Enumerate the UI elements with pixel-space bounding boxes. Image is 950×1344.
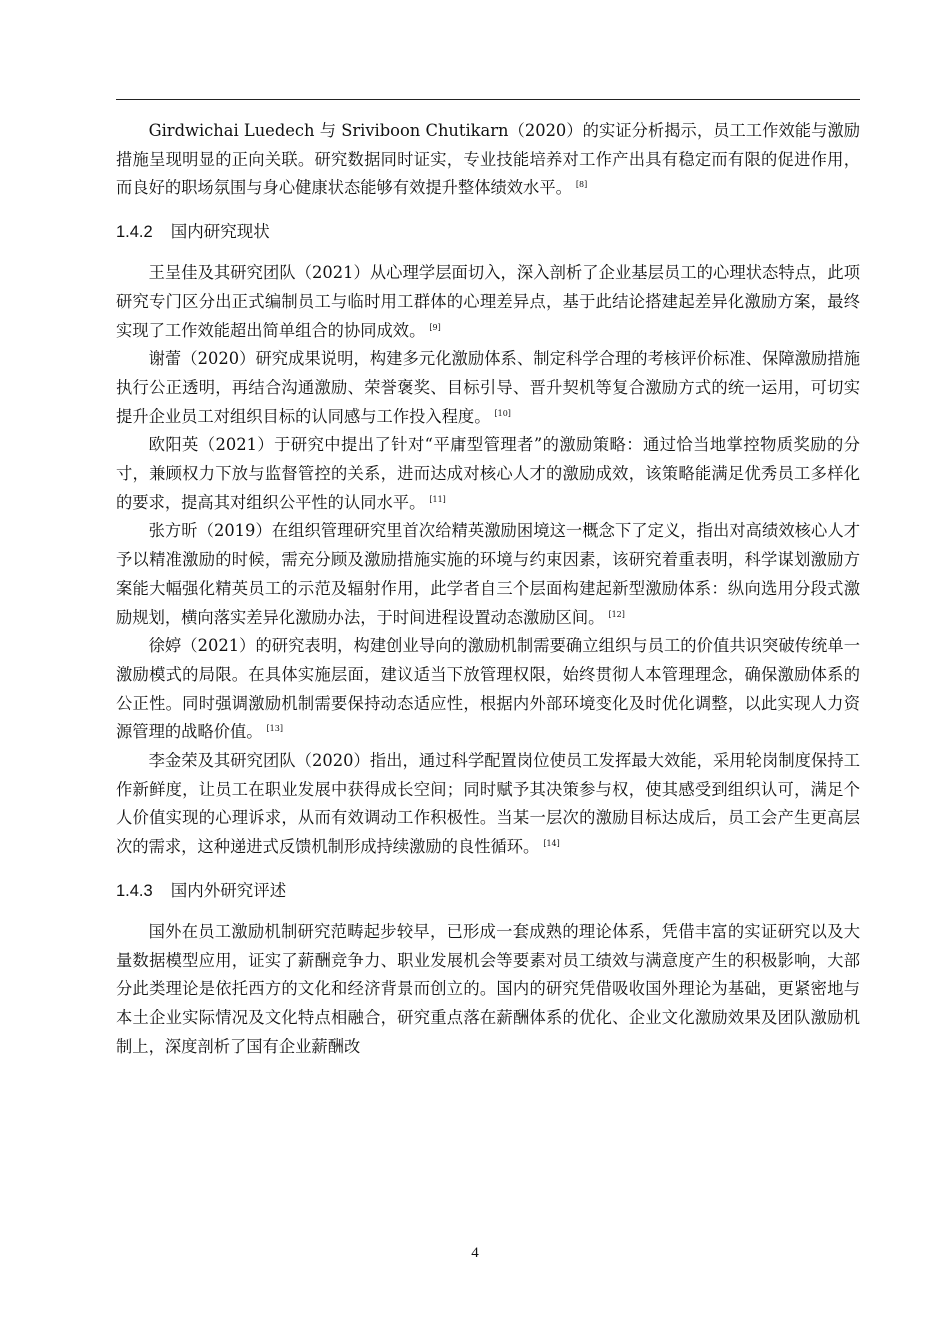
- paragraph-text: 欧阳英（2021）于研究中提出了针对“平庸型管理者”的激励策略：通过恰当地掌控物质奖励的分寸，兼顾权力下放与监督管控的关系，进而达成对核心人才的激励成效，该策略能满足优秀员工多样化的要求，提高其对组织公平性的认同水平。: [116, 435, 860, 512]
- citation-marker: [11]: [429, 494, 446, 504]
- section-heading-1-4-3: [116, 877, 860, 905]
- paragraph-text: 国外在员工激励机制研究范畴起步较早，已形成一套成熟的理论体系，凭借丰富的实证研究以及大量数据模型应用，证实了薪酬竞争力、职业发展机会等要素对员工绩效与满意度产生的积极影响，大部分此类理论是依托西方的文化和经济背景而创立的。国内的研究凭借吸收国外理论为基础，更紧密地与本土企业实际情况及文化特点相融合，研究重点落在薪酬体系的优化、企业文化激励效果及团队激励机制上，深度剖析了国有企业薪酬改: [116, 921, 860, 1056]
- page-number: 4: [471, 1245, 479, 1261]
- citation-marker: [10]: [494, 408, 511, 418]
- citation-marker: [14]: [543, 839, 560, 849]
- paragraph-xu: [116, 632, 860, 747]
- citation-marker: [9]: [429, 322, 441, 332]
- paragraph-girdwichai: [116, 117, 860, 203]
- paragraph-text: 王呈佳及其研究团队（2021）从心理学层面切入，深入剖析了企业基层员工的心理状态特点，此项研究专门区分出正式编制员工与临时用工群体的心理差异点，基于此结论搭建起差异化激励方案，最终实现了工作效能超出简单组合的协同成效。: [116, 263, 860, 340]
- paragraph-review: [116, 918, 860, 1062]
- page-content: [116, 117, 860, 1061]
- section-number: 1.4.2: [116, 223, 153, 242]
- section-title: 国内研究现状: [170, 223, 270, 242]
- paragraph-li: [116, 747, 860, 862]
- section-number: 1.4.3: [116, 881, 153, 900]
- paragraph-ouyang: [116, 431, 860, 517]
- paragraph-text: 李金荣及其研究团队（2020）指出，通过科学配置岗位使员工发挥最大效能，采用轮岗制度保持工作新鲜度，让员工在职业发展中获得成长空间；同时赋予其决策参与权，使其感受到组织认可，满足个人价值实现的心理诉求，从而有效调动工作积极性。当某一层次的激励目标达成后，员工会产生更高层次的需求，这种递进式反馈机制形成持续激励的良性循环。: [116, 751, 860, 857]
- paragraph-text: 谢蕾（2020）研究成果说明，构建多元化激励体系、制定科学合理的考核评价标准、保障激励措施执行公正透明，再结合沟通激励、荣誉褒奖、目标引导、晋升契机等复合激励方式的统一运用，可切实提升企业员工对组织目标的认同感与工作投入程度。: [116, 349, 860, 426]
- paragraph-text: 张方昕（2019）在组织管理研究里首次给精英激励困境这一概念下了定义，指出对高绩效核心人才予以精准激励的时候，需充分顾及激励措施实施的环境与约束因素，该研究着重表明，科学谋划激励方案能大幅强化精英员工的示范及辐射作用，此学者自三个层面构建起新型激励体系：纵向选用分段式激励规划，横向落实差异化激励办法，于时间进程设置动态激励区间。: [116, 521, 860, 627]
- section-heading-1-4-2: [116, 218, 860, 246]
- citation-marker: [8]: [575, 180, 588, 190]
- paragraph-zhang: [116, 517, 860, 632]
- citation-marker: [13]: [266, 724, 283, 734]
- paragraph-xie: [116, 345, 860, 431]
- paragraph-text: Girdwichai Luedech 与 Sriviboon Chutikarn（2020）的实证分析揭示，员工工作效能与激励措施呈现明显的正向关联。研究数据同时证实，专业技能培养对工作产出具有稳定而有限的促进作用，而良好的职场氛围与身心健康状态能够有效提升整体绩效水平。: [116, 121, 860, 198]
- paragraph-text: 徐婷（2021）的研究表明，构建创业导向的激励机制需要确立组织与员工的价值共识突破传统单一激励模式的局限。在具体实施层面，建议适当下放管理权限，始终贯彻人本管理理念，确保激励体系的公正性。同时强调激励机制需要保持动态适应性，根据内外部环境变化及时优化调整，以此实现人力资源管理的战略价值。: [116, 636, 860, 742]
- header-rule: [116, 99, 860, 100]
- section-title: 国内外研究评述: [170, 881, 287, 900]
- citation-marker: [12]: [608, 609, 625, 619]
- paragraph-wang: [116, 259, 860, 345]
